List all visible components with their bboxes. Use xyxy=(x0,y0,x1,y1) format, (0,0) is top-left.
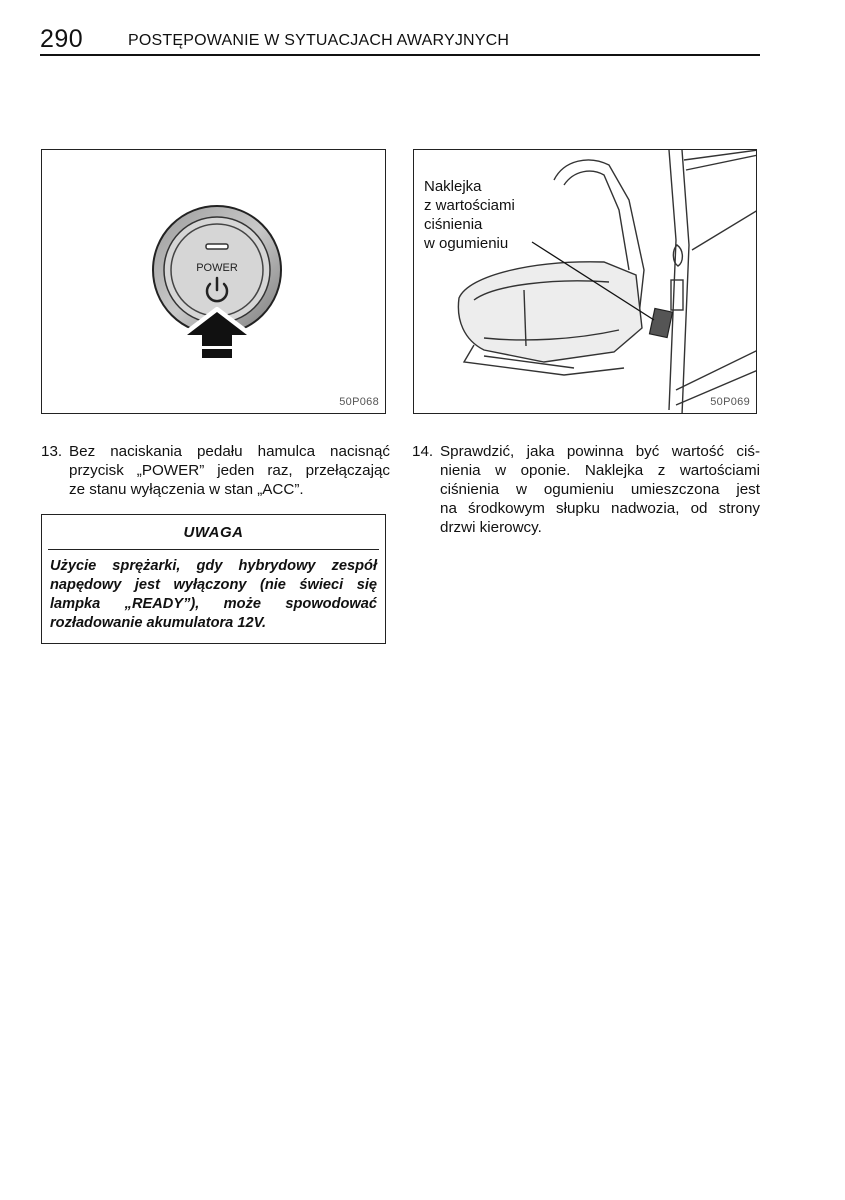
step-text xyxy=(69,442,390,499)
step-13 xyxy=(41,442,391,502)
step-line: Sprawdzić, jaka powinna być wartość ciś- xyxy=(440,443,760,460)
callout-line: z wartościami xyxy=(424,197,515,214)
step-line: przycisk „POWER” jeden raz, przełączając xyxy=(69,462,390,479)
power-button-figure xyxy=(41,149,386,414)
seat-cushion xyxy=(458,262,642,362)
indicator-light xyxy=(206,244,228,249)
step-line: ciśnienia w ogumieniu umieszczona jest xyxy=(440,481,760,498)
warning-title: UWAGA xyxy=(183,524,244,541)
figure-code: 50P068 xyxy=(339,396,379,408)
step-text xyxy=(440,442,760,537)
step-14 xyxy=(412,442,760,542)
warning-divider xyxy=(48,549,379,550)
callout-line: Naklejka xyxy=(424,178,482,195)
tire-label-figure xyxy=(413,149,757,414)
warning-line: lampka „READY”), może spowodować xyxy=(50,596,377,612)
warning-text xyxy=(50,557,377,633)
section-title: POSTĘPOWANIE W SYTUACJACH AWARYJNYCH xyxy=(128,32,510,49)
step-number: 14. xyxy=(412,443,434,460)
callout-line: ciśnienia xyxy=(424,216,483,233)
step-number: 13. xyxy=(41,443,63,460)
page-number: 290 xyxy=(40,25,84,53)
step-line: ze stanu wyłączenia w stan „ACC”. xyxy=(69,481,304,498)
figure-code: 50P069 xyxy=(710,396,750,408)
warning-line: Użycie sprężarki, gdy hybrydowy zespół xyxy=(50,558,377,574)
callout-label xyxy=(424,177,534,253)
step-line: Bez naciskania pedału hamulca nacisnąć xyxy=(69,443,390,460)
step-line: nienia w oponie. Naklejka z wartościami xyxy=(440,462,760,479)
callout-line: w ogumieniu xyxy=(424,235,509,252)
step-line: drzwi kierowcy. xyxy=(440,519,542,536)
power-button-illustration xyxy=(42,150,386,414)
page-header xyxy=(40,26,760,56)
step-line: na środkowym słupku nadwozia, od strony xyxy=(440,500,760,517)
warning-line: napędowy jest wyłączony (nie świeci się xyxy=(50,577,377,593)
warning-line: rozładowanie akumulatora 12V. xyxy=(50,615,267,631)
warning-box xyxy=(41,514,386,644)
button-label: POWER xyxy=(196,262,238,274)
pressure-sticker xyxy=(649,308,672,337)
